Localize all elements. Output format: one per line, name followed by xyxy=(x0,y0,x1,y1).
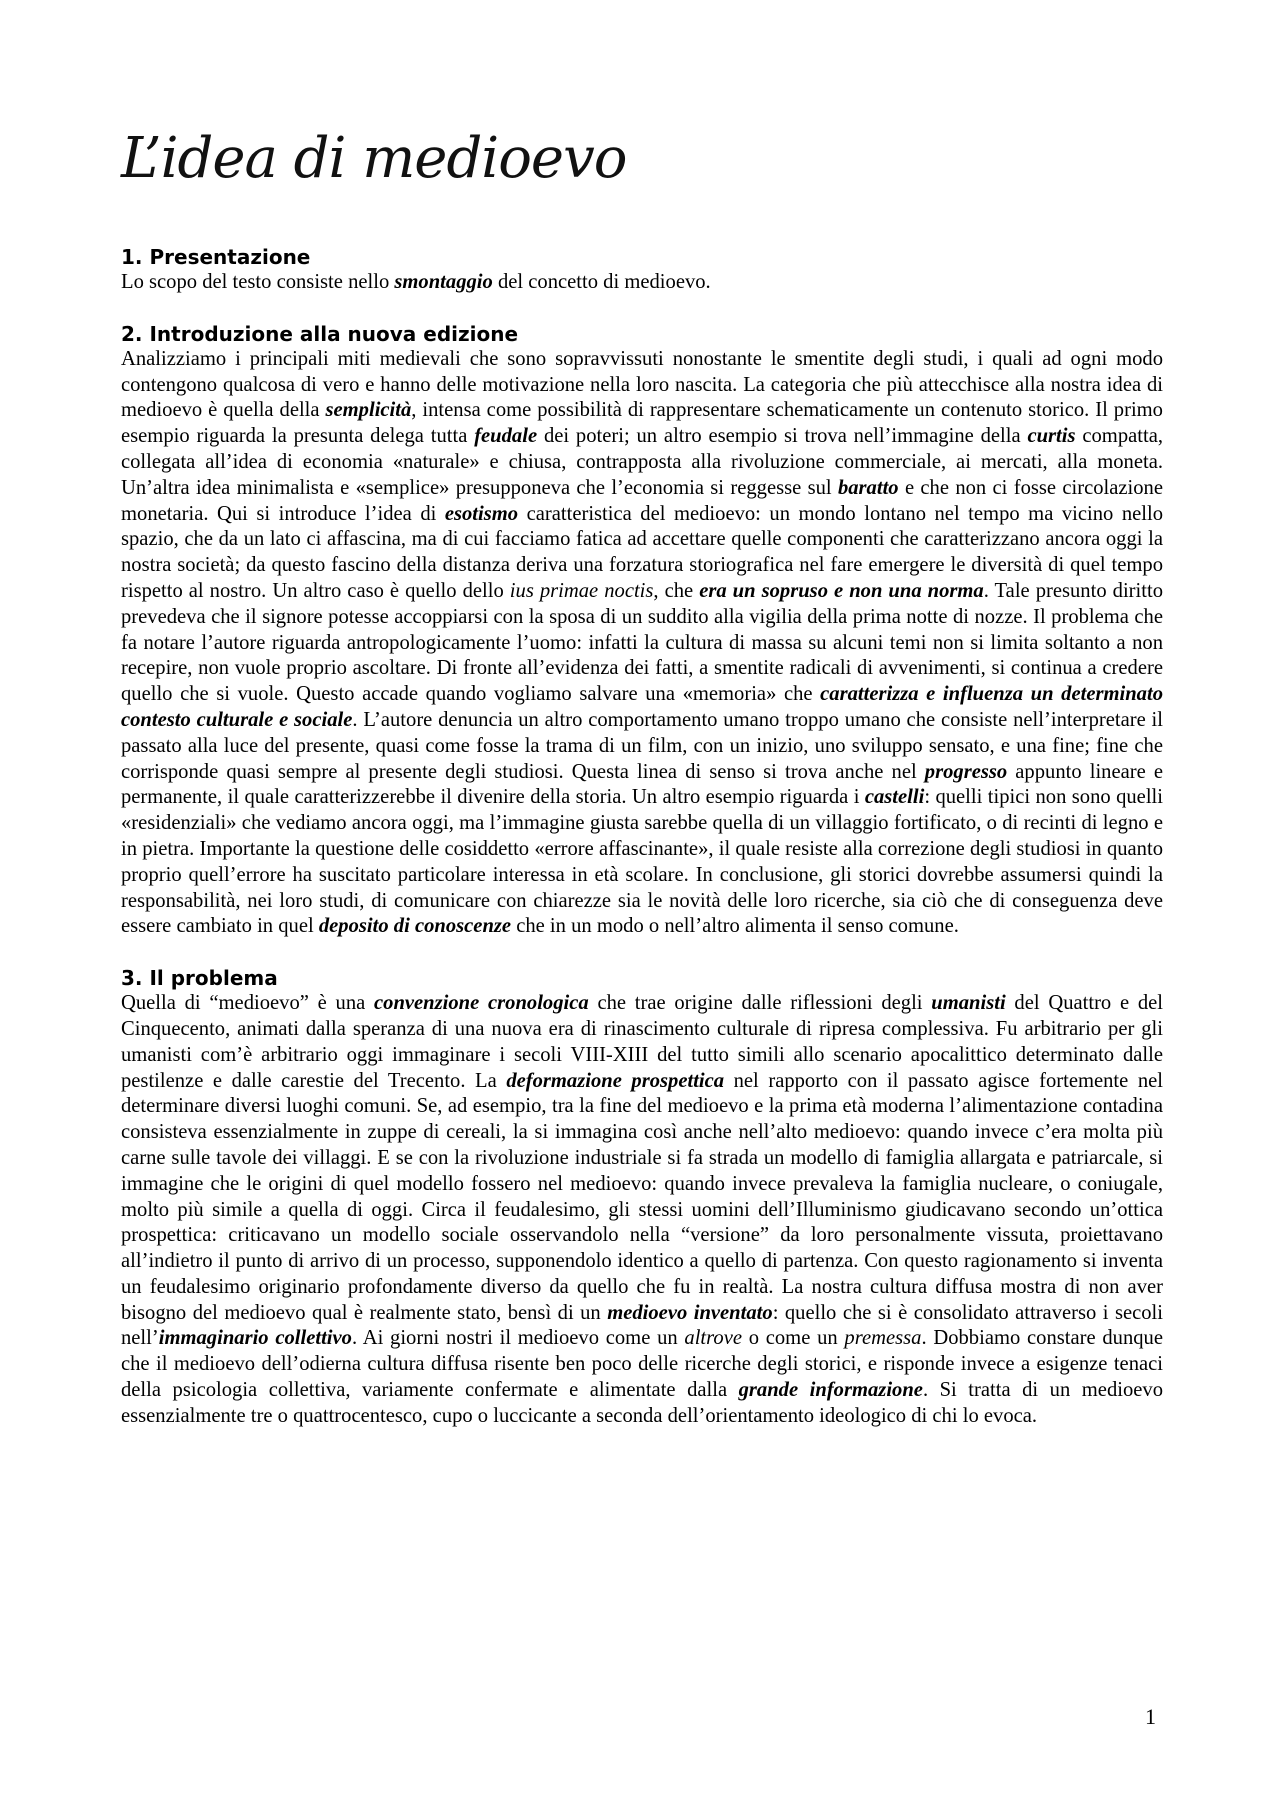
section-heading: 3. Il problema xyxy=(121,966,278,991)
emphasis-text: esotismo xyxy=(444,502,519,525)
body-text: e che non ci fosse circolazione monetaria. Qui si introduce l’idea di xyxy=(121,476,1163,525)
section-introduzione xyxy=(121,321,1163,940)
body-text: del Quattro e del Cinquecento, animati dalla speranza di una nuova era di rinascimento culturale di ripresa complessiva. Fu arbitrario per gli umanisti com’è arbitrario oggi immaginare i secoli VIII-XIII del tutto simili allo scenario apocalittico determinato dalle pestilenze e dalle carestie del Trecento. La xyxy=(121,992,1164,1092)
section-paragraph xyxy=(121,347,1163,940)
body-text: . Ai giorni nostri il medioevo come un xyxy=(351,1327,685,1350)
emphasis-text: progresso xyxy=(924,760,1008,783)
emphasis-text: semplicità xyxy=(325,399,412,422)
body-text: o come un xyxy=(741,1327,845,1350)
body-text: : quello che si è consolidato attraverso i secoli nell’ xyxy=(121,1301,1163,1350)
body-text: Analizziamo i principali miti medievali che sono sopravvissuti nonostante le smentite degli studi, i quali ad ogni modo contengono qualcosa di vero e hanno delle motivazione nella loro nascita. La categoria che più attecchisce alla nostra idea di medioevo è quella della xyxy=(121,347,1163,422)
emphasis-text: era un sopruso e non una norma xyxy=(699,579,984,602)
body-text: Lo scopo del testo consiste nello xyxy=(121,271,395,293)
italic-text: premessa xyxy=(844,1327,922,1350)
body-text: , che xyxy=(653,579,700,602)
body-text: che trae origine dalle riflessioni degli xyxy=(588,992,932,1015)
emphasis-text: smontaggio xyxy=(394,271,493,293)
italic-text: ius primae noctis xyxy=(509,579,654,602)
emphasis-text: grande informazione xyxy=(738,1379,923,1402)
section-heading: 2. Introduzione alla nuova edizione xyxy=(121,321,519,346)
emphasis-text: feudale xyxy=(474,425,538,448)
emphasis-text: baratto xyxy=(837,476,899,499)
document-body xyxy=(121,244,1163,1455)
italic-text: altrove xyxy=(684,1327,742,1350)
body-text: . Tale presunto diritto prevedeva che il signore potesse accoppiarsi con la sposa di un suddito alla vigilia della prima notte di nozze. Il problema che fa notare l’autore riguarda antropologicamente l’uomo: infatti la cultura di massa su alcuni temi non si limita soltanto a non recepire, non vuole proprio ascoltare. Di fronte all’evidenza dei fatti, a smentite radicali di avvenimenti, si continua a credere quello che si vuole. Questo accade quando vogliamo salvare una «memoria» che xyxy=(121,579,1163,706)
emphasis-text: castelli xyxy=(864,786,925,809)
body-text: Quella di “medioevo” è una xyxy=(121,992,375,1015)
section-paragraph xyxy=(121,270,1163,296)
body-text: nel rapporto con il passato agisce fortemente nel determinare diversi luoghi comuni. Se, ad esempio, tra la fine del medioevo e la prima età moderna l’alimentazione contadina consisteva essenzialmente in zuppe di cereali, la si immagina così anche nell’alto medioevo: quando invece c’era molta più carne sulle tavole dei villaggi. E se con la rivoluzione industriale si fa strada un modello di famiglia allargata e patriarcale, si immagine che le origini di quel modello fossero nel medioevo: quando invece prevaleva la famiglia nucleare, o coniugale, molto più simile a quella di oggi. Circa il feudalesimo, gli stessi uomini dell’Illuminismo giudicavano secondo un’ottica prospettica: criticavano un modello sociale osservandolo nella “versione” da loro personalmente vissuta, proiettavano all’indietro il punto di arrivo di un processo, supponendolo identico a quello di partenza. Con questo ragionamento si inventa un feudalesimo originario profondamente diverso da quello che fu in realtà. La nostra cultura diffusa mostra di non aver bisogno del medioevo qual è realmente stato, bensì di un xyxy=(121,1069,1163,1324)
document-title: L’idea di medioevo xyxy=(121,126,627,191)
body-text: compatta, collegata all’idea di economia «naturale» e chiusa, contrapposta alla rivoluzione commerciale, ai mercati, alla moneta. Un’altra idea minimalista e «semplice» presupponeva che l’economia si reggesse sul xyxy=(121,425,1163,499)
body-text: appunto lineare e permanente, il quale caratterizzerebbe il divenire della storia. Un altro esempio riguarda i xyxy=(121,760,1164,809)
emphasis-text: deformazione prospettica xyxy=(506,1069,725,1092)
body-text: del concetto di medioevo. xyxy=(492,271,711,293)
body-text: . Dobbiamo constare dunque che il medioevo dell’odierna cultura diffusa risente ben poco delle ricerche degli storici, e risponde invece a esigenze tenaci della psicologia collettiva, variamente confermate e alimentate dalla xyxy=(121,1327,1163,1402)
body-text: , intensa come possibilità di rappresentare schematicamente un contenuto storico. Il primo esempio riguarda la presunta delega tutta xyxy=(121,399,1163,448)
section-paragraph xyxy=(121,991,1163,1430)
section-heading: 1. Presentazione xyxy=(121,245,311,269)
section-presentazione xyxy=(121,244,1163,296)
body-text: dei poteri; un altro esempio si trova nell’immagine della xyxy=(537,425,1028,448)
emphasis-text: caratterizza e influenza un determinato contesto culturale e sociale xyxy=(121,683,1163,731)
body-text: . L’autore denuncia un altro comportamento umano troppo umano che consiste nell’interpretare il passato alla luce del presente, quasi come fosse la trama di un film, con un inizio, uno sviluppo sensato, e una fine; fine che corrisponde quasi sempre al presente degli studiosi. Questa linea di senso si trova anche nel xyxy=(121,708,1163,783)
body-text: . Si tratta di un medioevo essenzialmente tre o quattrocentesco, cupo o luccicante a seconda dell’orientamento ideologico di chi lo evoca. xyxy=(121,1379,1163,1427)
emphasis-text: immaginario collettivo xyxy=(158,1327,352,1350)
emphasis-text: deposito di conoscenze xyxy=(318,915,512,938)
emphasis-text: convenzione cronologica xyxy=(374,992,589,1015)
body-text: : quelli tipici non sono quelli «residenziali» che vediamo ancora oggi, ma l’immagine giusta sarebbe quella di un villaggio fortificato, o di recinti di legno e in pietra. Importante la questione delle cosiddetto «errore affascinante», il quale resiste alla correzione degli studiosi in quanto proprio quell’errore ha suscitato particolare interessa in età scolare. In conclusione, gli storici dovrebbe assumersi quindi la responsabilità, nei loro studi, di comunicare con chiarezze sia le novità delle loro ricerche, sia ciò che di conseguenza deve essere cambiato in quel xyxy=(121,786,1163,938)
page-number: 1 xyxy=(1145,1704,1156,1729)
body-text: che in un modo o nell’altro alimenta il senso comune. xyxy=(511,915,959,938)
section-problema xyxy=(121,965,1163,1430)
body-text: caratteristica del medioevo: un mondo lontano nel tempo ma vicino nello spazio, che da un lato ci affascina, ma di cui facciamo fatica ad accettare quelle componenti che caratterizzano ancora oggi la nostra società; da questo fascino della distanza deriva una forzatura storiografica nel fare emergere le diversità di quel tempo rispetto al nostro. Un altro caso è quello dello xyxy=(121,502,1164,602)
emphasis-text: medioevo inventato xyxy=(607,1301,773,1324)
emphasis-text: umanisti xyxy=(931,992,1006,1015)
emphasis-text: curtis xyxy=(1027,425,1076,448)
